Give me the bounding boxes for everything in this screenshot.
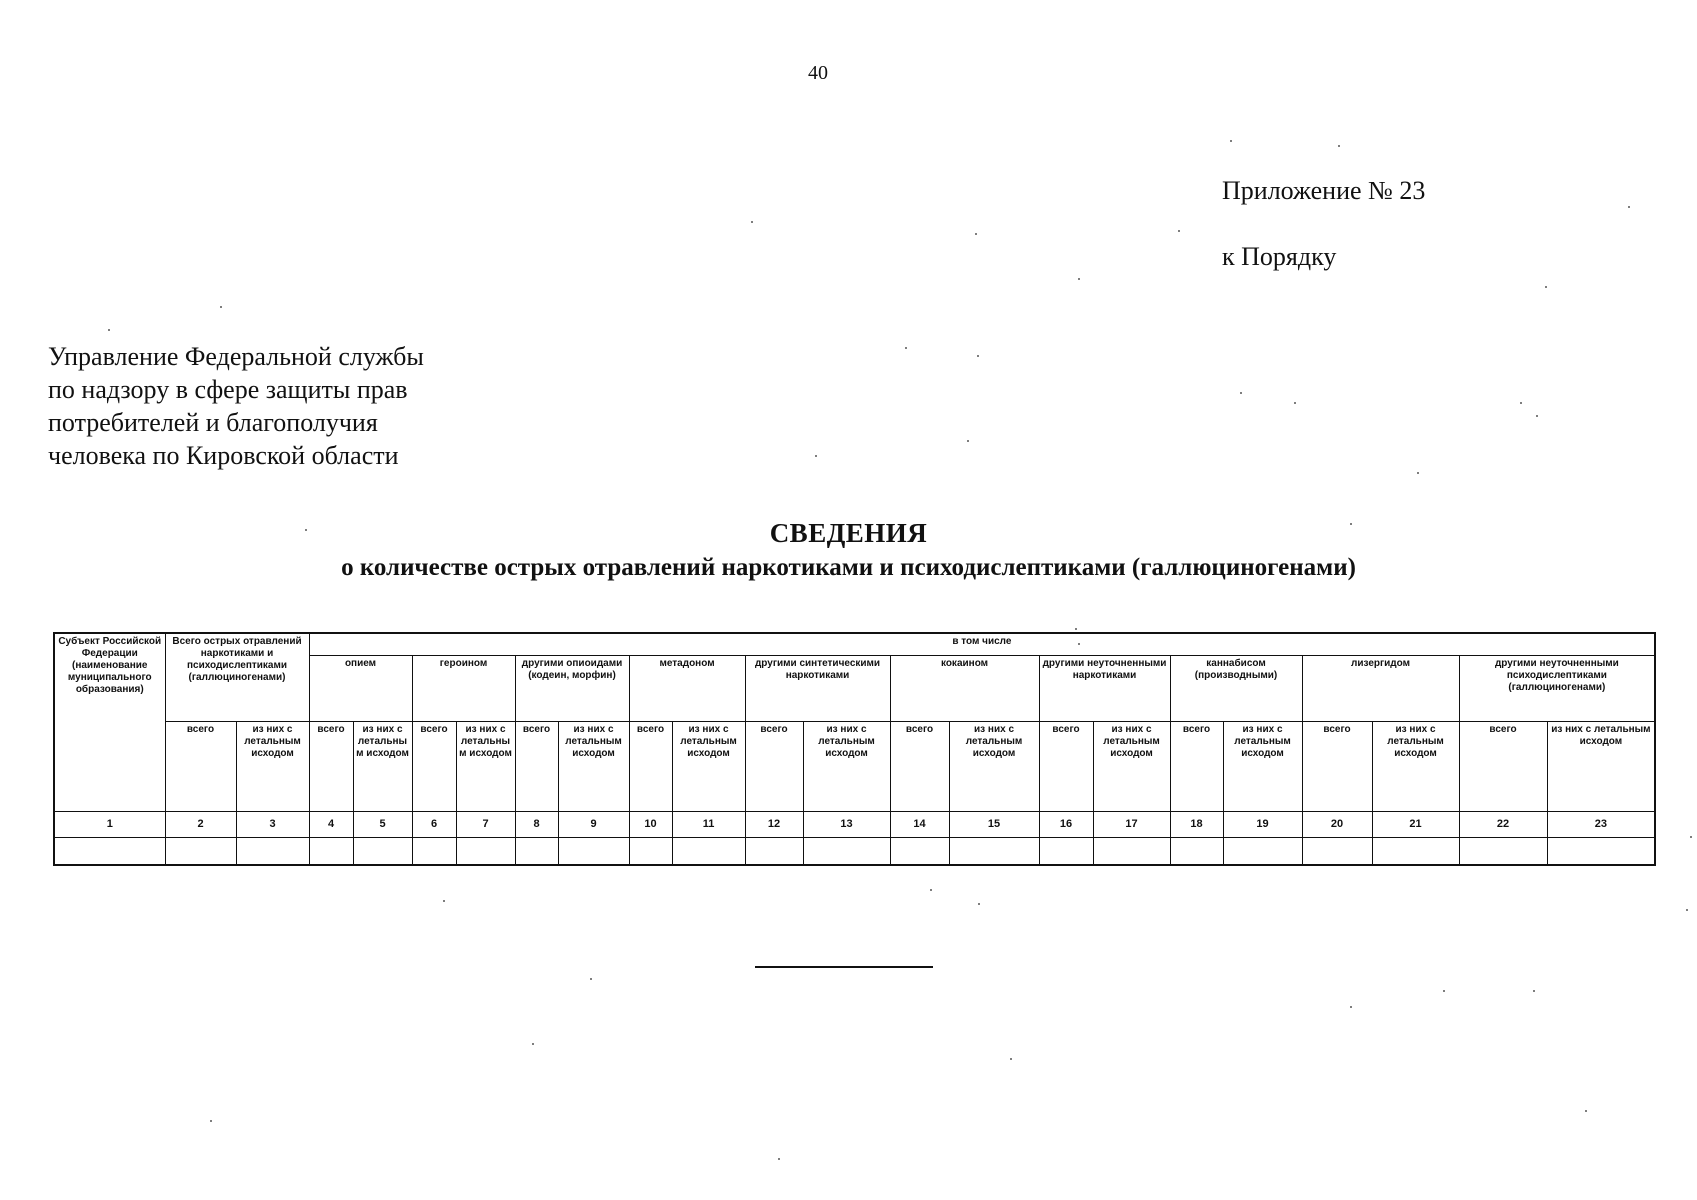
scan-speck — [532, 1043, 534, 1045]
scan-speck — [210, 1120, 212, 1122]
data-cell[interactable] — [54, 837, 165, 865]
header-group-methadone: метадоном — [629, 655, 745, 721]
scan-speck — [967, 440, 969, 442]
column-number: 7 — [456, 811, 515, 837]
column-number: 5 — [353, 811, 412, 837]
header-row-3 — [54, 721, 1655, 811]
subheader-total: всего — [1302, 721, 1372, 811]
document-subtitle: о количестве острых отравлений наркотиками и психодислептиками (галлюциногенами) — [341, 554, 1356, 581]
scan-speck — [1010, 1058, 1012, 1060]
header-total: Всего острых отравлений наркотиками и психодислептиками (галлюциногенами) — [165, 633, 309, 721]
authority-line: Управление Федеральной службы — [48, 342, 424, 371]
authority-line: по надзору в сфере защиты прав — [48, 375, 408, 404]
scan-speck — [930, 889, 932, 891]
data-cell[interactable] — [412, 837, 456, 865]
data-cell[interactable] — [456, 837, 515, 865]
scan-speck — [1338, 145, 1340, 147]
scan-speck — [1686, 909, 1688, 911]
scan-speck — [975, 233, 977, 235]
data-cell[interactable] — [165, 837, 236, 865]
column-number: 6 — [412, 811, 456, 837]
column-number: 12 — [745, 811, 803, 837]
appendix-number: Приложение № 23 — [1222, 176, 1426, 205]
column-number: 18 — [1170, 811, 1223, 837]
scan-speck — [977, 355, 979, 357]
header-group-unspecified-narcotics: другими неуточненными наркотиками — [1039, 655, 1170, 721]
column-number: 23 — [1547, 811, 1655, 837]
subheader-fatal: из них с летальным исходом — [672, 721, 745, 811]
scan-speck — [778, 1158, 780, 1160]
authority-block — [48, 340, 424, 472]
data-cell[interactable] — [1459, 837, 1547, 865]
appendix-heading — [1222, 176, 1426, 271]
header-group-lysergide: лизергидом — [1302, 655, 1459, 721]
scan-speck — [443, 900, 445, 902]
column-number: 10 — [629, 811, 672, 837]
subheader-fatal: из них с летальным исходом — [456, 721, 515, 811]
data-cell[interactable] — [1170, 837, 1223, 865]
subheader-total: всего — [1170, 721, 1223, 811]
scan-speck — [1078, 643, 1080, 645]
subheader-fatal: из них с летальным исходом — [558, 721, 629, 811]
separator-line — [755, 966, 933, 968]
page-number: 40 — [808, 62, 828, 84]
data-cell[interactable] — [309, 837, 353, 865]
data-cell[interactable] — [949, 837, 1039, 865]
header-group-synthetic: другими синтетическими наркотиками — [745, 655, 890, 721]
column-number: 15 — [949, 811, 1039, 837]
scan-speck — [1417, 472, 1419, 474]
column-number: 19 — [1223, 811, 1302, 837]
header-group-opioids: другими опиоидами (кодеин, морфин) — [515, 655, 629, 721]
column-number: 9 — [558, 811, 629, 837]
subheader-total: всего — [629, 721, 672, 811]
scan-speck — [905, 347, 907, 349]
subheader-total: всего — [412, 721, 456, 811]
subheader-fatal: из них с летальным исходом — [949, 721, 1039, 811]
scan-speck — [1294, 402, 1296, 404]
data-cell[interactable] — [1093, 837, 1170, 865]
scan-speck — [1520, 402, 1522, 404]
column-number: 11 — [672, 811, 745, 837]
data-cell[interactable] — [1302, 837, 1372, 865]
subheader-total: всего — [745, 721, 803, 811]
data-cell[interactable] — [1039, 837, 1093, 865]
column-number: 1 — [54, 811, 165, 837]
scan-speck — [1443, 990, 1445, 992]
subheader-total: всего — [165, 721, 236, 811]
data-cell[interactable] — [1547, 837, 1655, 865]
header-group-opium: опием — [309, 655, 412, 721]
subheader-total: всего — [1459, 721, 1547, 811]
document-title: СВЕДЕНИЯ — [769, 518, 928, 548]
data-cell[interactable] — [515, 837, 558, 865]
scan-speck — [978, 903, 980, 905]
scan-speck — [1075, 628, 1077, 630]
data-cell[interactable] — [1223, 837, 1302, 865]
scan-speck — [1230, 140, 1232, 142]
data-cell[interactable] — [629, 837, 672, 865]
scan-speck — [1240, 392, 1242, 394]
scan-speck — [1350, 523, 1352, 525]
header-group-hallucinogens: другими неуточненными психодислептиками (галлюциногенами) — [1459, 655, 1655, 721]
scan-speck — [751, 221, 753, 223]
subheader-fatal: из них с летальным исходом — [236, 721, 309, 811]
data-cell[interactable] — [672, 837, 745, 865]
scan-speck — [590, 978, 592, 980]
scan-speck — [1078, 278, 1080, 280]
scan-speck — [1350, 1006, 1352, 1008]
scan-speck — [220, 306, 222, 308]
scan-speck — [108, 329, 110, 331]
data-cell[interactable] — [745, 837, 803, 865]
data-cell[interactable] — [353, 837, 412, 865]
subheader-fatal: из них с летальным исходом — [1223, 721, 1302, 811]
column-number: 2 — [165, 811, 236, 837]
column-number: 14 — [890, 811, 949, 837]
scan-speck — [1585, 1110, 1587, 1112]
column-number: 4 — [309, 811, 353, 837]
scan-speck — [1533, 990, 1535, 992]
data-cell[interactable] — [236, 837, 309, 865]
subheader-fatal: из них с летальным исходом — [1372, 721, 1459, 811]
column-number: 20 — [1302, 811, 1372, 837]
data-cell[interactable] — [558, 837, 629, 865]
subheader-total: всего — [309, 721, 353, 811]
scan-speck — [305, 529, 307, 531]
report-table — [53, 632, 1656, 866]
column-number: 13 — [803, 811, 890, 837]
data-cell[interactable] — [1372, 837, 1459, 865]
header-group-heroin: героином — [412, 655, 515, 721]
subheader-total: всего — [890, 721, 949, 811]
subheader-total: всего — [515, 721, 558, 811]
subheader-fatal: из них с летальным исходом — [803, 721, 890, 811]
data-cell[interactable] — [803, 837, 890, 865]
header-subject: Субъект Российской Федерации (наименование муниципального образования) — [54, 633, 165, 811]
authority-line: человека по Кировской области — [48, 441, 399, 470]
subheader-fatal: из них с летальным исходом — [353, 721, 412, 811]
subheader-fatal: из них с летальным исходом — [1093, 721, 1170, 811]
column-number: 3 — [236, 811, 309, 837]
column-number-row — [54, 811, 1655, 837]
column-number: 8 — [515, 811, 558, 837]
header-group-cannabis: каннабисом (производными) — [1170, 655, 1302, 721]
subheader-total: всего — [1039, 721, 1093, 811]
column-number: 21 — [1372, 811, 1459, 837]
column-number: 16 — [1039, 811, 1093, 837]
authority-line: потребителей и благополучия — [48, 408, 378, 437]
column-number: 17 — [1093, 811, 1170, 837]
scan-speck — [1536, 415, 1538, 417]
subheader-fatal: из них с летальным исходом — [1547, 721, 1655, 811]
scan-speck — [1178, 230, 1180, 232]
scan-speck — [1628, 206, 1630, 208]
column-number: 22 — [1459, 811, 1547, 837]
scan-speck — [1545, 286, 1547, 288]
empty-data-row — [54, 837, 1655, 865]
data-cell[interactable] — [890, 837, 949, 865]
header-including: в том числе — [309, 633, 1655, 655]
scan-speck — [815, 455, 817, 457]
appendix-reference: к Порядку — [1222, 242, 1337, 271]
scan-speck — [1690, 836, 1692, 838]
header-group-cocaine: кокаином — [890, 655, 1039, 721]
header-row-1 — [54, 633, 1655, 655]
